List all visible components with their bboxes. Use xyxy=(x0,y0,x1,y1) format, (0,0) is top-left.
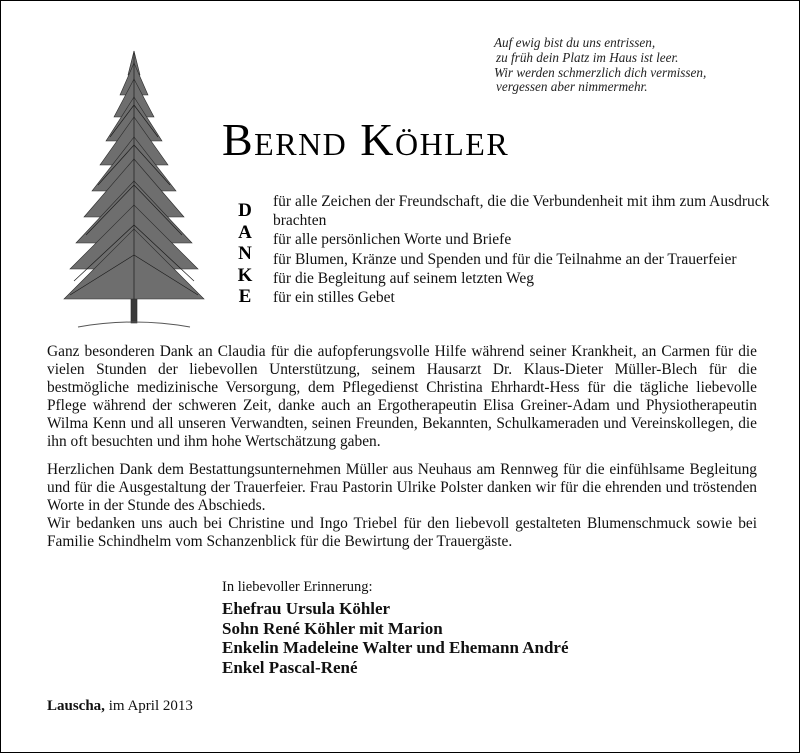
deceased-name: Bernd Köhler xyxy=(222,114,510,165)
family-member: Sohn René Köhler mit Marion xyxy=(222,618,443,638)
thanks-paragraph: Herzlichen Dank dem Bestattungsunternehmen Müller aus Neuhaus am Rennweg für die einfühlsame Begleitung und für die Ausgestaltung der Trauerfeier. Frau Pastorin Ulrike Polster danken wir für die ehrenden und tröstenden Worte in der Stunde des Abschieds. xyxy=(47,460,757,514)
spruce-tree-icon xyxy=(58,45,210,335)
family-member: Enkel Pascal-René xyxy=(222,657,358,677)
place-name: Lauscha, xyxy=(47,698,105,714)
poem-line: Wir werden schmerzlich dich vermissen, xyxy=(494,64,707,80)
thanks-item: für alle persönlichen Worte und Briefe xyxy=(273,231,512,249)
memory-line: In liebevoller Erinnerung: xyxy=(222,579,373,595)
danke-letter: D xyxy=(238,200,252,221)
danke-letter: N xyxy=(238,243,252,265)
place-date xyxy=(47,697,193,715)
thanks-body xyxy=(47,343,757,551)
thanks-item: für die Begleitung auf seinem letzten Weg xyxy=(273,269,535,287)
poem-line: vergessen aber nimmermehr. xyxy=(496,79,648,95)
poem-line: Auf ewig bist du uns entrissen, xyxy=(494,35,656,50)
thanks-item: für Blumen, Kränze und Spenden und für die Teilnahme an der Trauerfeier xyxy=(273,250,737,268)
danke-letter: A xyxy=(238,221,252,243)
thanks-paragraph: Ganz besonderen Dank an Claudia für die aufopferungsvolle Hilfe während seiner Krankheit, an Carmen für die vielen Stunden der liebevollen Unterstützung, seinem Hausarzt Dr. Klaus-Dieter Müller-Blech für die bestmögliche medizinische Versorgung, dem Pflegedienst Christina Ehrhardt-Hess für die tägliche liebevolle Pflege während der schweren Zeit, danke auch an Ergotherapeutin Elisa Greiner-Adam und Physiotherapeutin Wilma Kenn und all unseren Verwandten, seinen Freunden, Bekannten, Schulkameraden und Vereinskollegen, die ihn oft besuchten und ihm hohe Wertschätzung gaben. xyxy=(47,343,757,451)
danke-letter: E xyxy=(238,286,252,308)
family-list xyxy=(222,599,569,677)
poem-line: zu früh dein Platz im Haus ist leer. xyxy=(496,49,679,65)
thanks-item: für alle Zeichen der Freundschaft, die die Verbundenheit mit ihm zum Ausdruck brachten xyxy=(273,193,770,230)
danke-vertical xyxy=(232,200,258,308)
thanks-item: für ein stilles Gebet xyxy=(273,289,395,307)
memorial-poem xyxy=(494,36,794,95)
date-text: im April 2013 xyxy=(108,698,193,714)
family-member: Ehefrau Ursula Köhler xyxy=(222,599,391,618)
thanks-list xyxy=(273,192,778,307)
thanks-paragraph: Wir bedanken uns auch bei Christine und Ingo Triebel für den liebevoll gestalteten Blumenschmuck sowie bei Familie Schindhelm vom Schanzenblick für die Bewirtung der Trauergäste. xyxy=(47,514,757,550)
danke-letter: K xyxy=(237,264,253,286)
family-member: Enkelin Madeleine Walter und Ehemann André xyxy=(222,638,569,657)
